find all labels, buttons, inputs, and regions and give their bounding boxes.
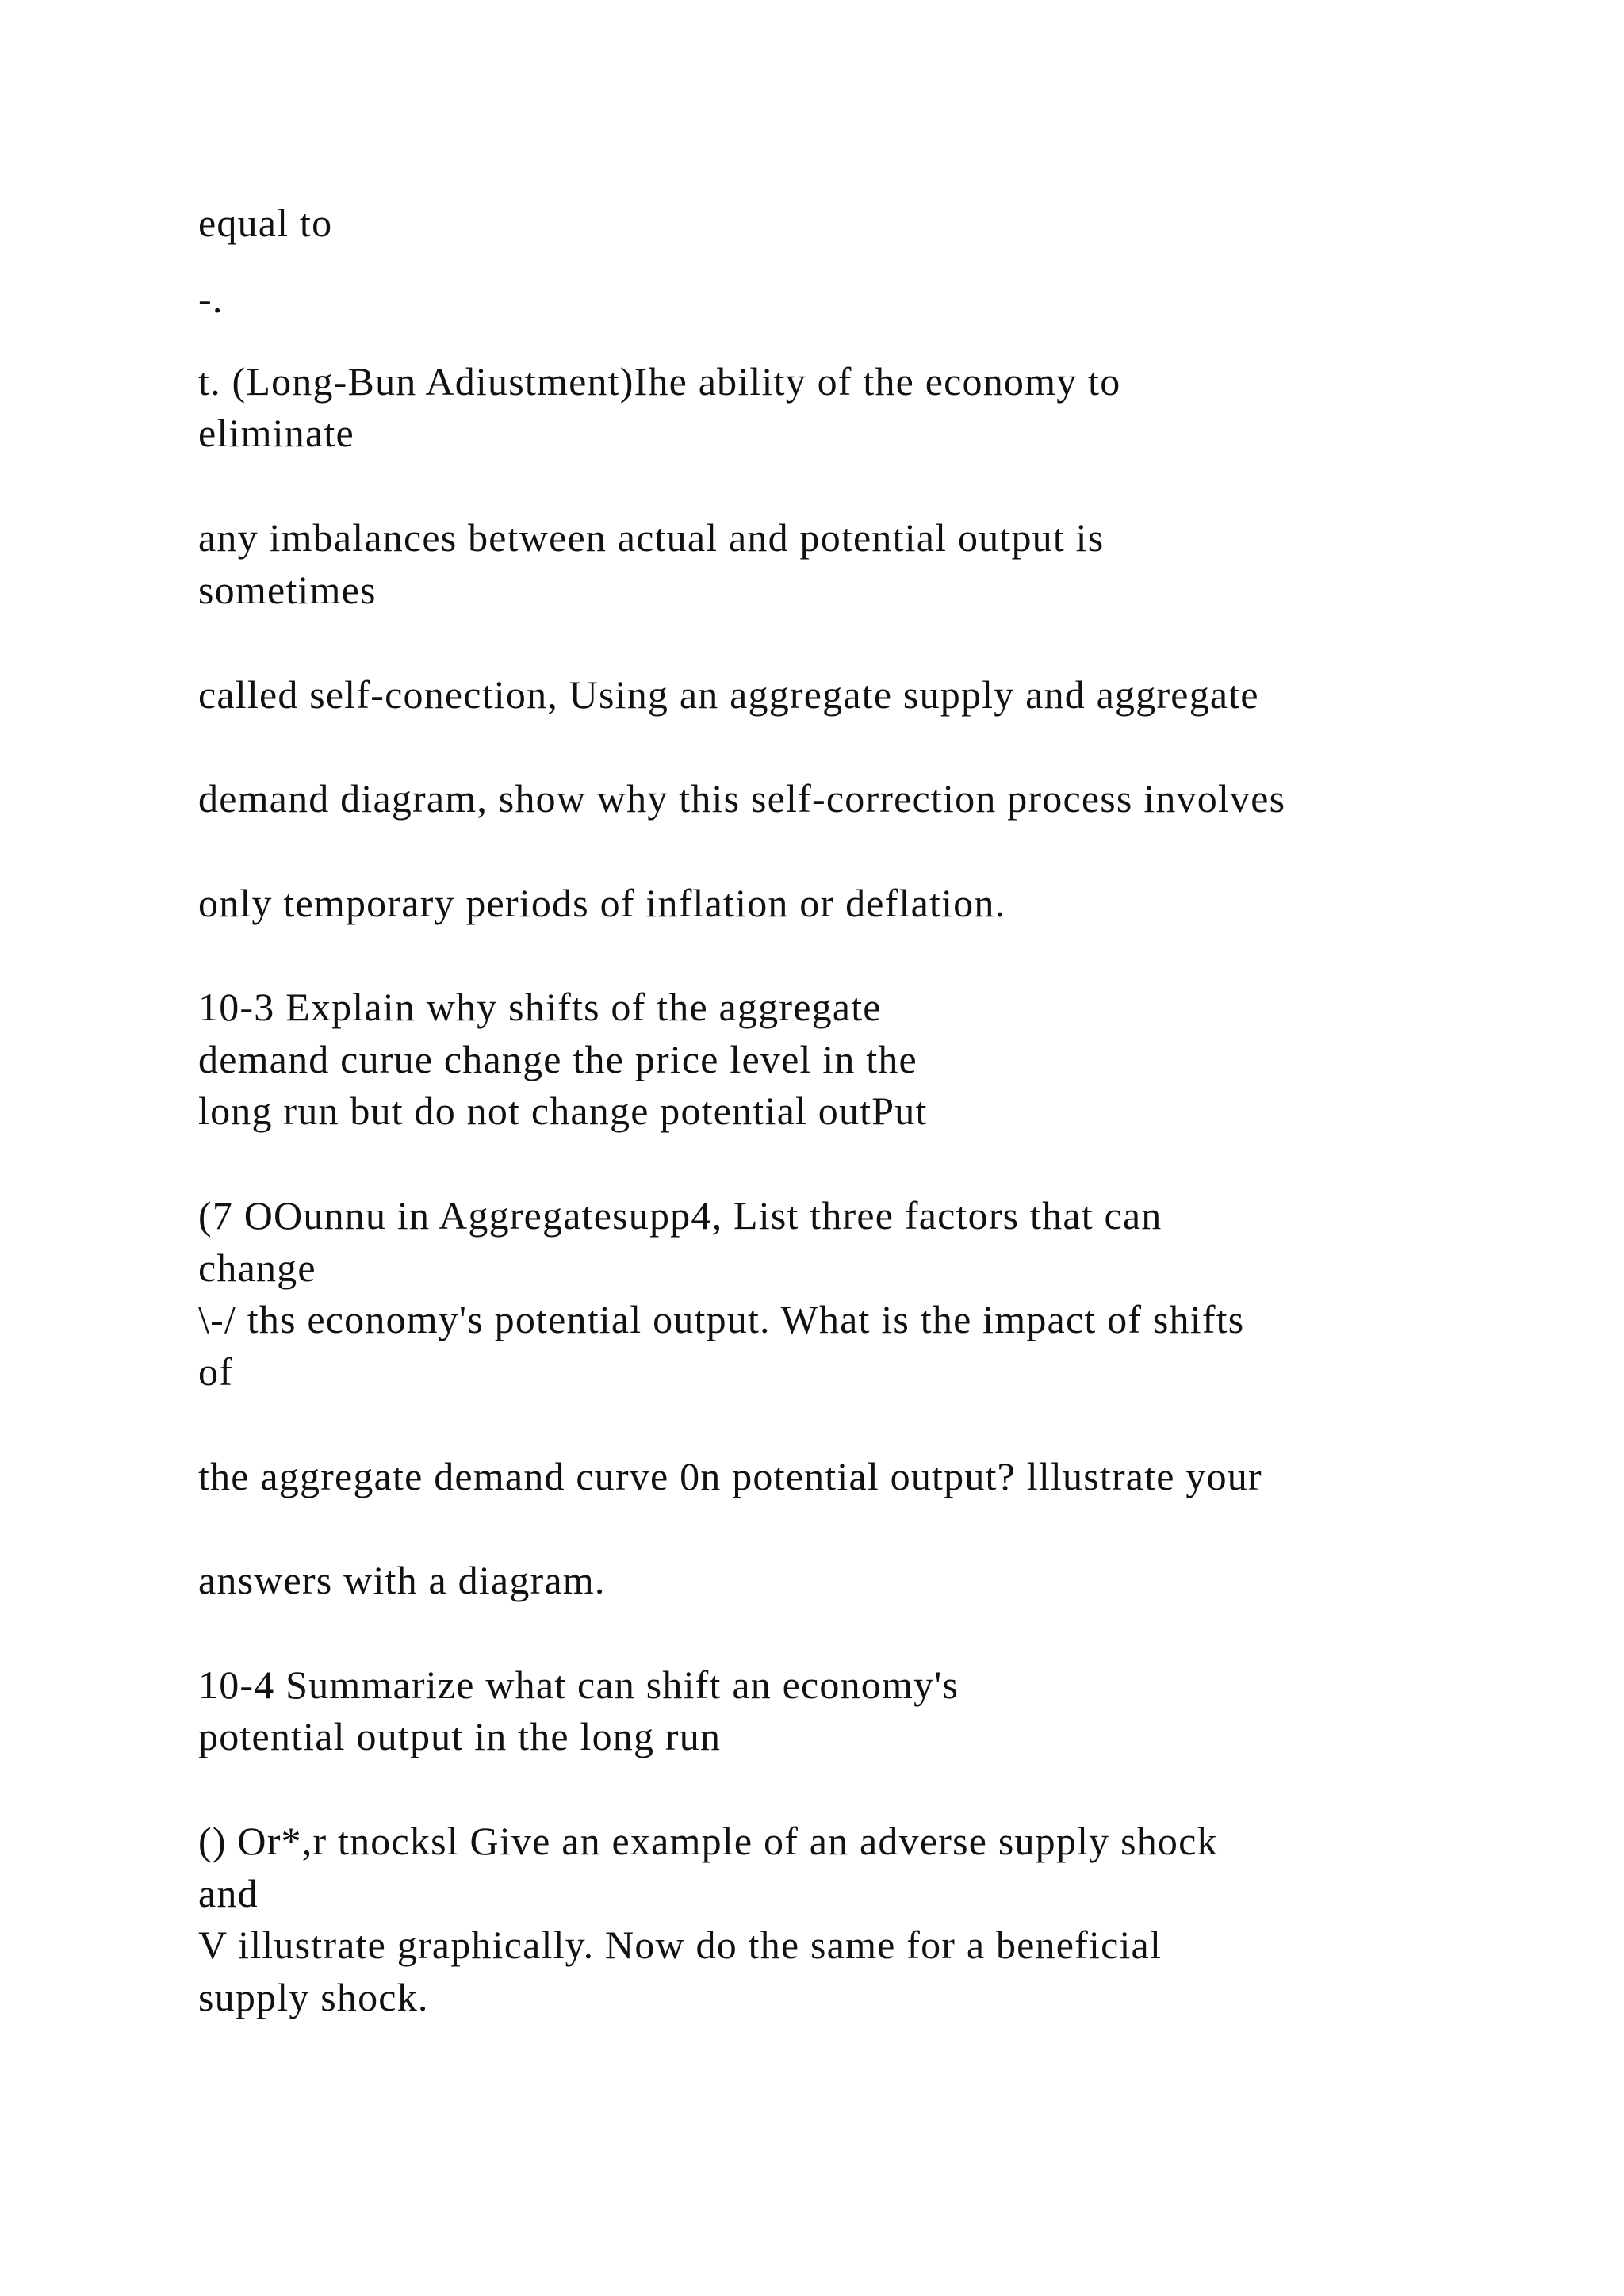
- text-line: only temporary periods of inflation or deflation.: [198, 881, 1006, 925]
- text-line: and: [198, 1871, 259, 1915]
- text-line: demand curue change the price level in the: [198, 1037, 917, 1081]
- text-line: supply shock.: [198, 1975, 429, 2019]
- text-line: the aggregate demand curve 0n potential output? lllustrate your: [198, 1454, 1262, 1498]
- text-line: demand diagram, show why this self-correction process involves: [198, 776, 1286, 821]
- text-line: t. (Long-Bun Adiustment)Ihe ability of the economy to: [198, 359, 1121, 404]
- text-line: of: [198, 1349, 234, 1394]
- text-line: (7 OOunnu in Aggregatesupp4, List three factors that can: [198, 1193, 1162, 1238]
- text-line: -.: [198, 277, 224, 321]
- text-line: 10-3 Explain why shifts of the aggregate: [198, 985, 882, 1029]
- text-line: long run but do not change potential outPut: [198, 1089, 928, 1133]
- text-line: eliminate: [198, 411, 354, 455]
- text-line: equal to: [198, 201, 333, 245]
- text-line: answers with a diagram.: [198, 1558, 606, 1602]
- text-line: () Or*,r tnocksl Give an example of an adverse supply shock: [198, 1819, 1218, 1863]
- text-line: V illustrate graphically. Now do the same for a beneficial: [198, 1923, 1162, 1967]
- text-line: 10-4 Summarize what can shift an economy's: [198, 1663, 959, 1707]
- text-line: change: [198, 1246, 316, 1290]
- text-line: potential output in the long run: [198, 1714, 722, 1758]
- text-line: any imbalances between actual and potential output is: [198, 515, 1105, 560]
- text-line: sometimes: [198, 568, 377, 612]
- text-line: \-/ ths economy's potential output. What is the impact of shifts: [198, 1297, 1245, 1341]
- text-line: called self-conection, Using an aggregate supply and aggregate: [198, 672, 1259, 717]
